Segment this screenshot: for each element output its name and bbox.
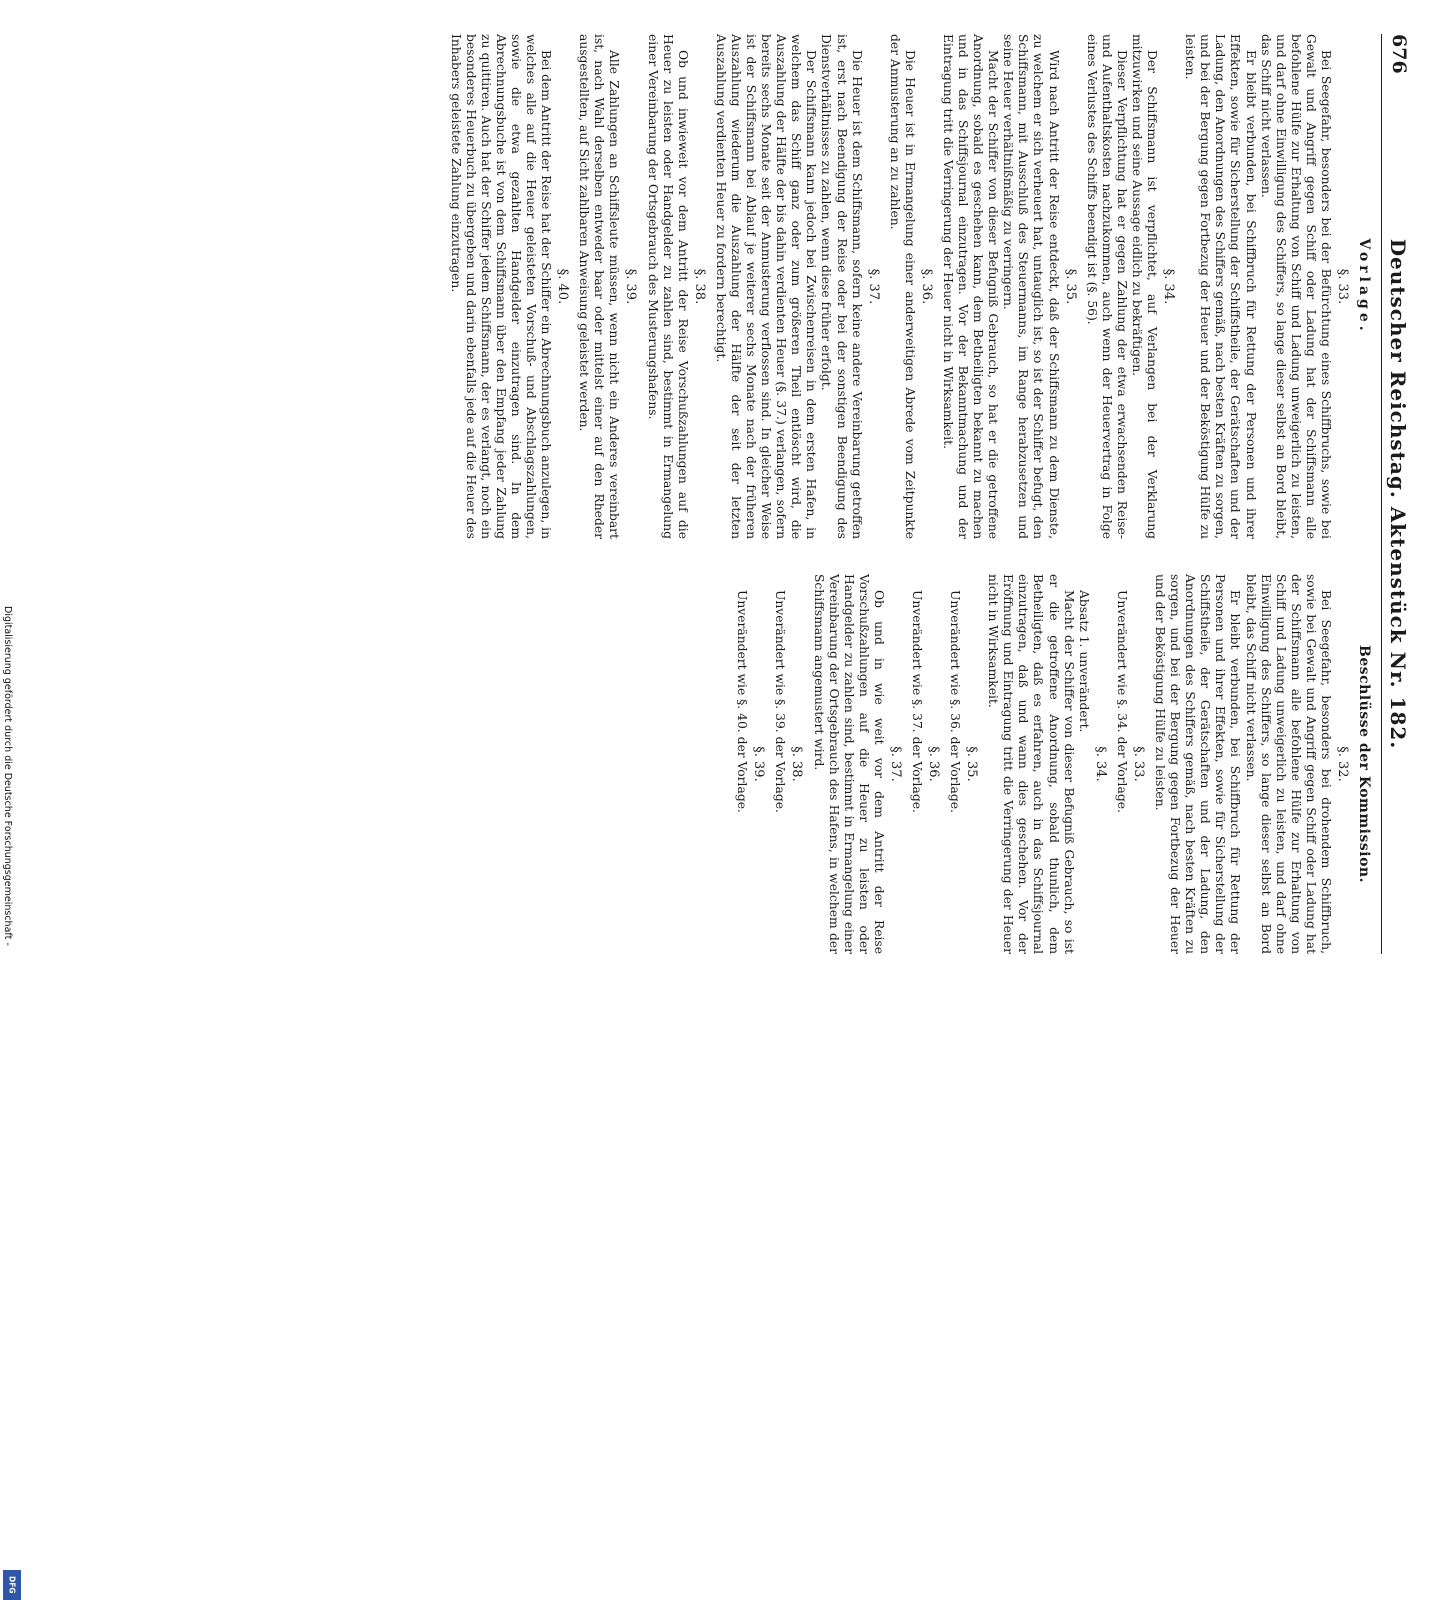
section-paragraph: Unverändert wie §. 34. der Vorlage.	[1114, 590, 1129, 813]
column-title-vorlage: Vorlage.	[1356, 238, 1372, 335]
paragraph-section	[1084, 34, 1176, 539]
section-number: §. 37.	[865, 268, 881, 305]
section-list	[734, 574, 1350, 954]
paragraph-section	[576, 34, 638, 539]
dfg-logo: DFG	[3, 1570, 21, 1600]
section-number: §. 38.	[691, 268, 707, 305]
paragraph-section	[772, 574, 804, 954]
section-paragraph: Er bleibt verbunden, bei Schiffbruch für Rettung der Personen und ihrer Effekten, sowie für Sicherstellung der Schiffstheile, der Gerätschaften und der Ladung, den Anordnungen des Schiffers gemäß, nach besten Kräften zu sorgen, und bei der Bergung gegen Fortbezug der Heuer und der Beköstigung Hülfe zu leisten.	[1183, 34, 1258, 539]
section-paragraph: Ob und in wie weit vor dem Antritt der Reise Vorschußzahlungen auf die Heuer zu leisten oder Handgelder zu zahlen sind, bestimmt in Ermangelung einer Vereinbarung der Ortsgebrauch des Hafens, in welchem der Schiffsmann angemustert wird.	[811, 574, 886, 954]
section-number: §. 32.	[1335, 746, 1350, 782]
paragraph-section	[887, 34, 934, 539]
section-paragraph: Unverändert wie §. 36. der Vorlage.	[948, 590, 963, 813]
page-header	[1376, 34, 1416, 954]
section-number: §. 36.	[918, 268, 934, 305]
section-paragraph: Macht der Schiffer von dieser Befugniß Gebrauch, so ist er die getroffene Anordnung, sobald thunlich, dem Betheiligten, daß es erfahren, auch in das Schiffsjournal einzutragen, daß und wann dies geschehen. Vor der Eröffnung und Eintragung tritt die Verringerung der Heuer nicht in Wirksamkeit.	[986, 574, 1076, 954]
section-number: §. 33.	[1130, 746, 1146, 782]
section-paragraph: Dieser Verpflichtung hat er gegen Zahlung der etwa erwachsenden Reise- und Aufenthaltskosten nachzukommen, auch wenn der Heuervertrag in Folge eines Verlustes des Schiffs beendigt ist (§. 56).	[1084, 34, 1129, 539]
section-number: §. 40.	[555, 268, 571, 305]
section-paragraph: Die Heuer ist dem Schiffsmann, sofern keine andere Vereinbarung getroffen ist, erst nach Beendigung der Reise oder bei der sonstigen Beendigung des Dienstverhältnisses zu zahlen, wenn diese früher erfolgt.	[819, 34, 864, 539]
section-number: §. 39.	[751, 746, 767, 782]
section-paragraph: Bei dem Antritt der Reise hat der Schiffer ein Abrechnungsbuch anzulegen, in welches alle auf die Heuer geleisteten Vorschuß- und Abschlagszahlungen, sowie die etwa gezahlten Handgelder einzutragen sind. In dem Abrechnungsbuche ist von dem Schiffsmann über den Empfang jeder Zahlung zu quittiren. Auch hat der Schiffer jedem Schiffsmann, der es verlangt, noch ein besonderes Heuerbuch zu übergeben und darin ebenfalls jede auf die Heuer des Inhabers geleistete Zahlung einzutragen.	[448, 34, 554, 539]
paragraph-section	[448, 34, 571, 539]
column-vorlage	[442, 34, 1373, 539]
section-paragraph: Die Heuer ist in Ermangelung einer anderweitigen Abrede vom Zeitpunkte der Anmusterung an zu zahlen.	[887, 34, 917, 539]
page-title: Deutscher Reichstag. Aktenstück Nr. 182.	[1386, 238, 1410, 750]
section-paragraph: Bei Seegefahr, besonders bei drohendem Schiffbruch, sowie bei Gewalt und Angriff gegen Schiff oder Ladung hat der Schiffsmann alle befohlene Hülfe zur Erhaltung von Schiff und Ladung unweigerlich zu leisten, und darf ohne Einwilligung des Schiffers, so lange dieser selbst an Bord bleibt, das Schiff nicht verlassen.	[1243, 574, 1333, 954]
paragraph-section	[734, 574, 766, 954]
section-paragraph: Unverändert wie §. 40. der Vorlage.	[735, 590, 750, 813]
digitization-footer	[0, 606, 24, 1594]
section-paragraph: Macht der Schiffer von dieser Befugniß Gebrauch, so hat er die getroffene Anordnung, sobald es geschehen kann, dem Betheiligten bekannt zu machen und in das Schiffsjournal einzutragen. Vor der Bekanntmachung und der Eintragung tritt die Verringerung der Heuer nicht in Wirksamkeit.	[940, 34, 1001, 539]
section-paragraph: Unverändert wie §. 37. der Vorlage.	[910, 590, 925, 813]
section-paragraph: Bei Seegefahr, besonders bei der Befürchtung eines Schiffbruchs, sowie bei Gewalt und Angriff gegen Schiff oder Ladung hat der Schiffsmann alle befohlene Hülfe zur Erhaltung von Schiff und Ladung unweigerlich zu leisten, und darf ohne Einwilligung des Schiffers, so lange dieser selbst an Bord bleibt, das Schiff nicht verlassen.	[1258, 34, 1333, 539]
header-rule	[1381, 34, 1382, 954]
section-number: §. 35.	[1062, 268, 1078, 305]
paragraph-section	[644, 34, 706, 539]
section-number: §. 35.	[964, 746, 980, 782]
paragraph-section	[810, 574, 902, 954]
section-paragraph: Wird nach Antritt der Reise entdeckt, daß der Schiffsmann zu dem Dienste, zu welchem er sich verheuert hat, untauglich ist, so ist der Schiffer befugt, den Schiffsmann, mit Ausschluß des Steuermanns, im Range herabzusetzen und seine Heuer verhältnißmäßig zu verringern.	[1001, 34, 1061, 539]
digitization-note: Digitalisierung gefördert durch die Deutsche Forschungsgemeinschaft -	[2, 606, 13, 946]
section-paragraph: Der Schiffsmann ist verpflichtet, auf Verlangen bei der Verklarung mitzuwirken und seine Aussage eidlich zu bekräftigen.	[1129, 34, 1160, 539]
section-paragraph: Der Schiffsmann kann jedoch bei Zwischenreisen in dem ersten Hafen, in welchem das Schiff ganz oder zum größeren Theil entlöscht wird, die Auszahlung der Hälfte der bis dahin verdienten Heuer (§. 37.) verlangen, sofern bereits sechs Monate seit der Anmusterung verflossen sind. In gleicher Weise ist der Schiffsmann bei Ablauf je weiterer sechs Monate nach der früheren Auszahlung wiederum die Auszahlung der Hälfte der seit der letzten Auszahlung verdienten Heuer zu fordern berechtigt.	[713, 34, 819, 539]
section-paragraph: Alle Zahlungen an Schiffsleute müssen, wenn nicht ein Anderes vereinbart ist, nach Wahl derselben entweder baar oder mittelst einer auf den Rheder ausgestellten, auf Sicht zahlbaren Anweisung geleistet werden.	[577, 34, 622, 539]
column-title-kommission: Beschlüsse der Kommission.	[1356, 645, 1372, 883]
page-number: 676	[1388, 34, 1410, 74]
paragraph-section	[909, 574, 941, 954]
section-list	[448, 34, 1351, 539]
section-number: §. 38.	[789, 746, 805, 782]
document-page	[86, 14, 1416, 974]
section-paragraph: Unverändert wie §. 39. der Vorlage.	[773, 590, 788, 813]
paragraph-section	[1182, 34, 1350, 539]
section-paragraph: Absatz 1. unverändert.	[1076, 590, 1091, 733]
paragraph-section	[1114, 574, 1146, 954]
paragraph-section	[947, 574, 979, 954]
section-paragraph: Er bleibt verbunden, bei Schiffbruch für Rettung der Personen und ihrer Effekten, sowie für Sicherstellung der Schiffstheile, der Gerätschaften und der Ladung, den Anordnungen des Schiffers gemäß, nach besten Kräften zu sorgen, und bei der Bergung gegen Fortbezug der Heuer und der Beköstigung Hülfe zu leisten.	[1152, 574, 1243, 954]
paragraph-section	[940, 34, 1078, 539]
section-number: §. 39.	[623, 268, 639, 305]
section-number: §. 34.	[1092, 746, 1108, 782]
section-number: §. 34.	[1161, 268, 1177, 305]
section-number: §. 33.	[1335, 268, 1350, 305]
section-number: §. 36.	[926, 746, 942, 782]
paragraph-section	[985, 574, 1108, 954]
section-paragraph: Ob und inwieweit vor dem Antritt der Reise Vorschußzahlungen auf die Heuer zu leisten oder Handgelder zu zahlen sind, bestimmt in Ermangelung einer Vereinbarung der Ortsgebrauch des Musterungshafens.	[645, 34, 690, 539]
paragraph-section	[713, 34, 881, 539]
paragraph-section	[1152, 574, 1350, 954]
section-number: §. 37.	[887, 746, 903, 782]
column-kommission	[728, 574, 1372, 954]
